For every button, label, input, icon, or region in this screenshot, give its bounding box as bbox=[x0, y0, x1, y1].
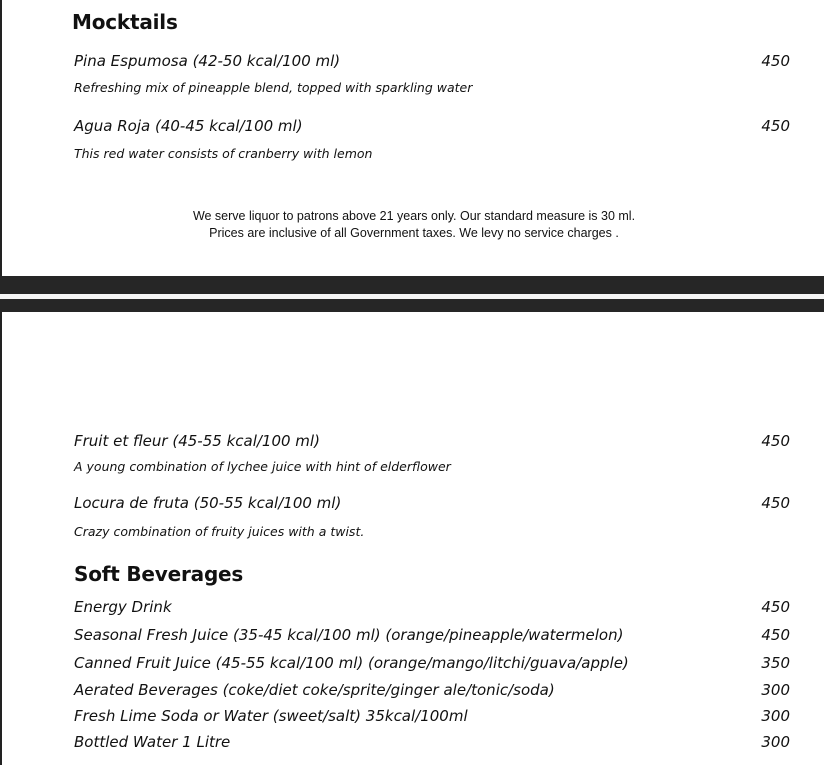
menu-item-name: Canned Fruit Juice (45-55 kcal/100 ml) (orange/mango/litchi/guava/apple) bbox=[74, 654, 629, 672]
notice-liquor-policy: We serve liquor to patrons above 21 years only. Our standard measure is 30 ml. bbox=[192, 209, 636, 223]
menu-item-name: Agua Roja (40-45 kcal/100 ml) bbox=[74, 117, 303, 135]
menu-item-name: Locura de fruta (50-55 kcal/100 ml) bbox=[74, 494, 342, 512]
menu-item-name: Seasonal Fresh Juice (35-45 kcal/100 ml) (orange/pineapple/watermelon) bbox=[74, 626, 624, 644]
menu-item-price: 450 bbox=[761, 494, 790, 512]
menu-page-bottom bbox=[0, 312, 824, 765]
menu-item-description: Refreshing mix of pineapple blend, topped with sparkling water bbox=[74, 80, 473, 95]
menu-item-price: 300 bbox=[761, 707, 790, 725]
menu-item-price: 300 bbox=[761, 681, 790, 699]
menu-item-price: 450 bbox=[761, 432, 790, 450]
section-title-mocktails: Mocktails bbox=[72, 10, 178, 34]
section-title-soft-beverages: Soft Beverages bbox=[74, 562, 244, 586]
menu-page-top bbox=[0, 0, 824, 276]
notice-tax-policy: Prices are inclusive of all Government taxes. We levy no service charges . bbox=[209, 226, 619, 240]
menu-item-name: Fresh Lime Soda or Water (sweet/salt) 35kcal/100ml bbox=[74, 707, 468, 725]
menu-item-description: This red water consists of cranberry with lemon bbox=[74, 146, 373, 161]
menu-item-name: Fruit et fleur (45-55 kcal/100 ml) bbox=[74, 432, 320, 450]
menu-item-price: 450 bbox=[761, 626, 790, 644]
menu-item-name: Energy Drink bbox=[74, 598, 172, 616]
menu-item-price: 450 bbox=[761, 598, 790, 616]
menu-item-price: 300 bbox=[761, 733, 790, 751]
page-separator bbox=[0, 276, 824, 294]
menu-item-price: 350 bbox=[761, 654, 790, 672]
menu-item-price: 450 bbox=[761, 117, 790, 135]
menu-item-name: Pina Espumosa (42-50 kcal/100 ml) bbox=[74, 52, 341, 70]
menu-item-description: Crazy combination of fruity juices with a twist. bbox=[74, 524, 365, 539]
page-separator bbox=[0, 299, 824, 312]
menu-item-price: 450 bbox=[761, 52, 790, 70]
menu-item-description: A young combination of lychee juice with hint of elderflower bbox=[74, 459, 451, 474]
menu-item-name: Aerated Beverages (coke/diet coke/sprite/ginger ale/tonic/soda) bbox=[74, 681, 555, 699]
menu-item-name: Bottled Water 1 Litre bbox=[74, 733, 231, 751]
